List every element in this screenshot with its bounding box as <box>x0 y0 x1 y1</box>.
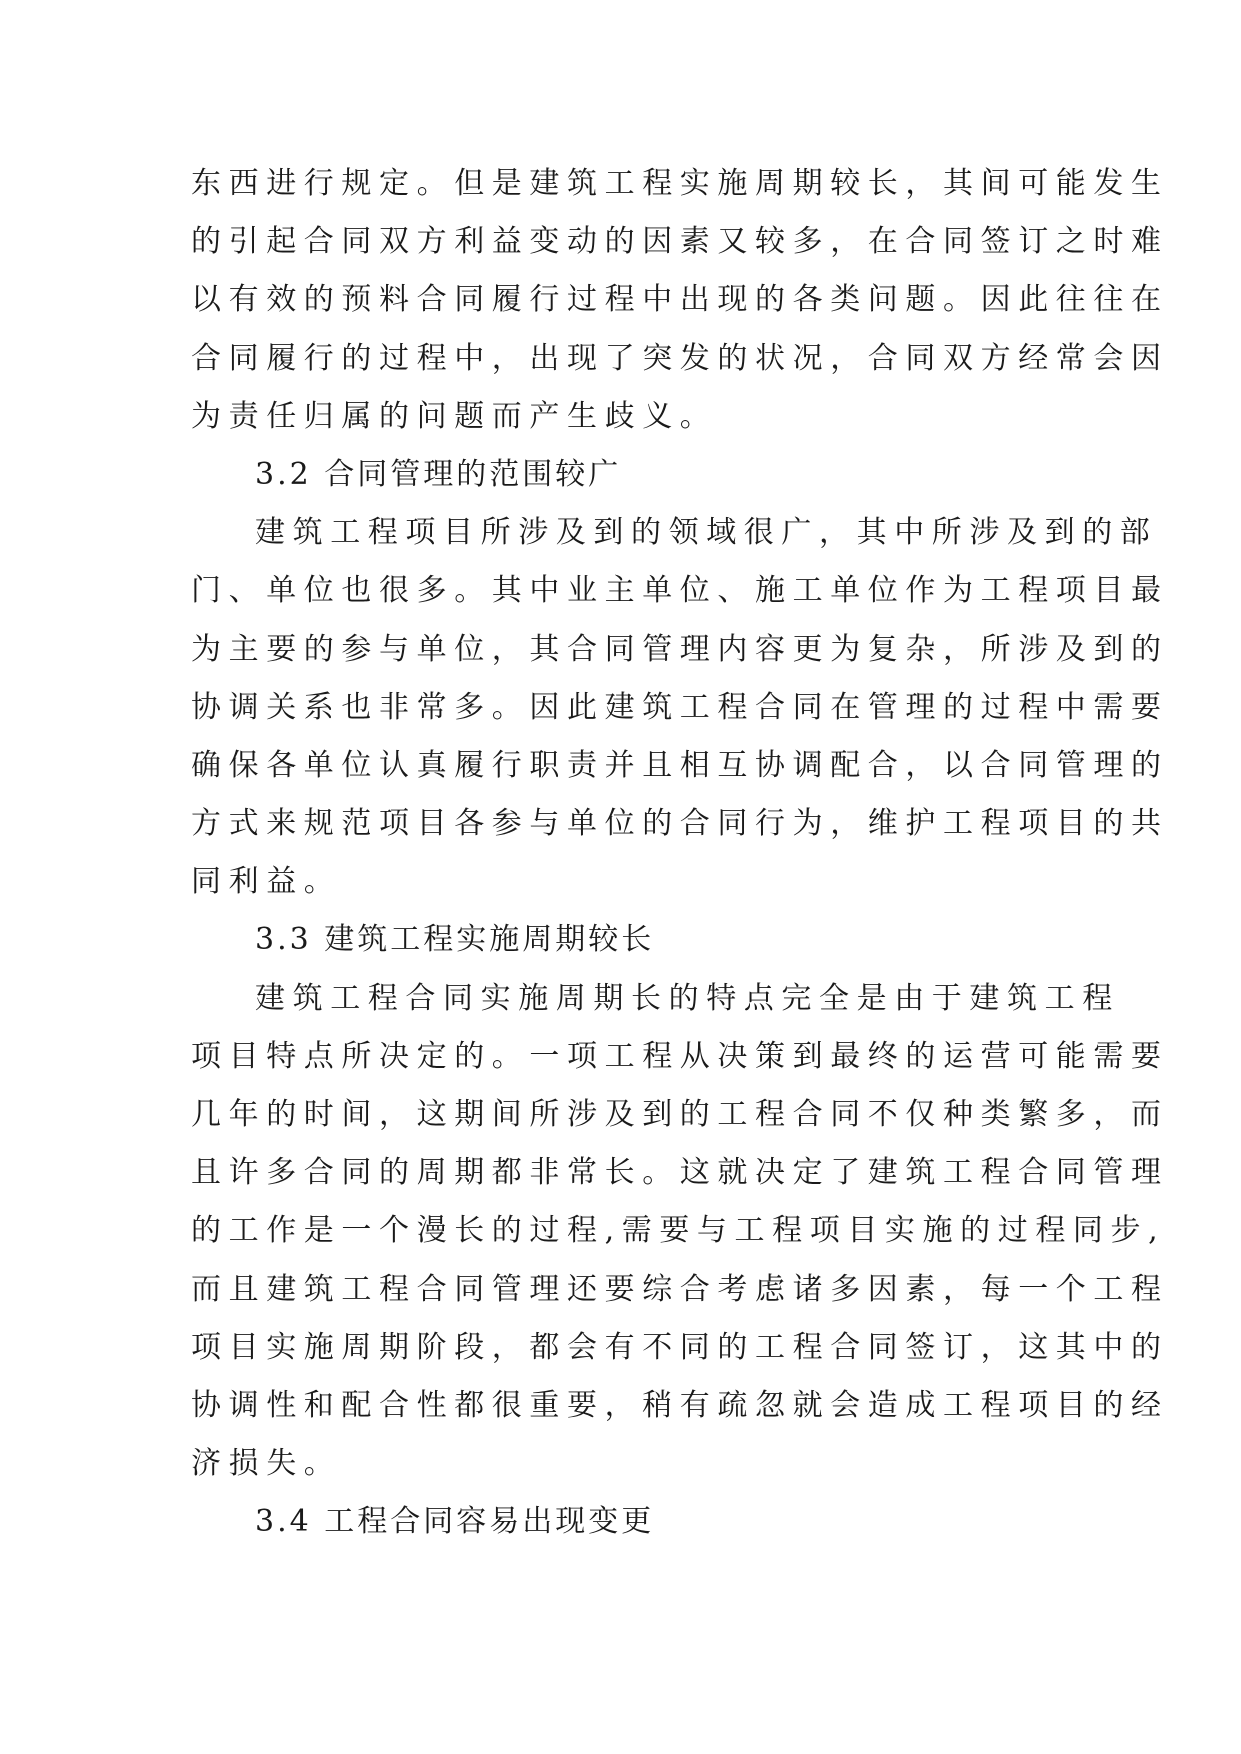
text-line: 项目特点所决定的。一项工程从决策到最终的运营可能需要 <box>191 1038 1169 1074</box>
text-line: 而且建筑工程合同管理还要综合考虑诸多因素，每一个工程 <box>191 1271 1169 1307</box>
text-line: 协调性和配合性都很重要，稍有疏忽就会造成工程项目的经 <box>191 1387 1169 1423</box>
section-heading: 3.3 建筑工程实施周期较长 <box>255 922 655 958</box>
text-line: 合同履行的过程中，出现了突发的状况，合同双方经常会因 <box>191 340 1169 376</box>
text-line: 济损失。 <box>191 1446 342 1482</box>
paragraph-first-line: 建筑工程合同实施周期长的特点完全是由于建筑工程 <box>255 980 1120 1016</box>
document-body <box>191 155 1169 1552</box>
text-line: 的引起合同双方利益变动的因素又较多，在合同签订之时难 <box>191 224 1169 260</box>
section-heading: 3.2 合同管理的范围较广 <box>255 456 622 492</box>
text-line: 为责任归属的问题而产生歧义。 <box>191 398 718 434</box>
section-heading: 3.4 工程合同容易出现变更 <box>255 1504 655 1540</box>
paragraph-first-line: 建筑工程项目所涉及到的领域很广，其中所涉及到的部 <box>255 515 1158 551</box>
text-line: 以有效的预料合同履行过程中出现的各类问题。因此往往在 <box>191 282 1169 318</box>
text-line: 几年的时间，这期间所涉及到的工程合同不仅种类繁多，而 <box>191 1097 1169 1132</box>
text-line: 方式来规范项目各参与单位的合同行为，维护工程项目的共 <box>191 806 1169 842</box>
text-line: 确保各单位认真履行职责并且相互协调配合，以合同管理的 <box>191 747 1169 783</box>
text-line: 为主要的参与单位，其合同管理内容更为复杂，所涉及到的 <box>191 631 1169 667</box>
text-line: 同利益。 <box>191 864 342 900</box>
text-line: 门、单位也很多。其中业主单位、施工单位作为工程项目最 <box>191 573 1169 609</box>
text-line: 东西进行规定。但是建筑工程实施周期较长，其间可能发生 <box>191 166 1169 201</box>
text-line: 项目实施周期阶段，都会有不同的工程合同签订，这其中的 <box>191 1329 1169 1365</box>
text-line: 协调关系也非常多。因此建筑工程合同在管理的过程中需要 <box>191 689 1169 725</box>
text-line: 且许多合同的周期都非常长。这就决定了建筑工程合同管理 <box>191 1155 1169 1191</box>
text-line: 的工作是一个漫长的过程,需要与工程项目实施的过程同步, <box>191 1213 1166 1249</box>
